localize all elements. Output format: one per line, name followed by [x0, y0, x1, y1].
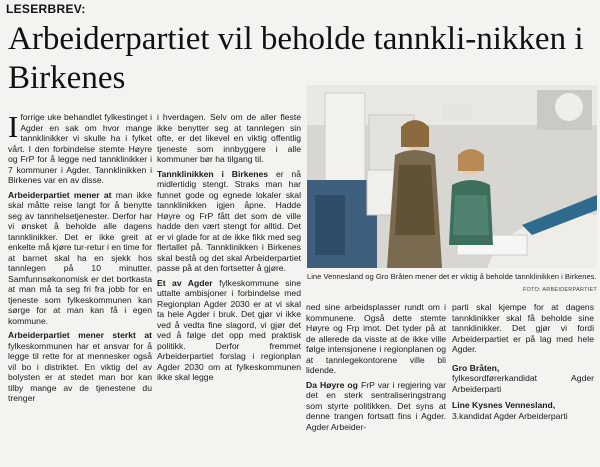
paragraph: i hverdagen. Selv om de aller fleste ikke benytter seg at tannlegen sin ofte, er det likevel en viktig offentlig tjeneste som innbyggere i alle kommuner bør ha tilgang til.	[157, 112, 301, 164]
paragraph: ned sine arbeidsplasser rundt om i kommunene. Også dette stemte Høyre og Frp imot. Det tyder på at de allerede da visste at de ikke ville følge intensjonene i regionplanen og at tannlegekontorene ville bli lidende.	[306, 302, 446, 375]
article-photo	[307, 85, 597, 268]
kicker-label: LESERBREV:	[6, 2, 86, 16]
drop-cap: I	[8, 109, 19, 144]
paragraph-lead: Arbeiderpartiet mener sterkt at	[8, 330, 152, 340]
paragraph: Arbeiderpartiet mener sterkt at fylkeskommunen har et ansvar for å legge til rette for at mennesker også vil bo i distriktet. En viktig del av bolysten er at stedet man bor kan tilby mange av de tjenestene du trenger	[8, 330, 152, 403]
photo-credit: FOTO: ARBEIDERPARTIET	[522, 287, 597, 293]
article-headline: Arbeiderpartiet vil beholde tannkli-nikken i Birkenes	[8, 21, 584, 96]
paragraph-lead: Tannklinikken i Birkenes	[157, 168, 269, 179]
paragraph: Arbeiderpartiet mener at man ikke skal måtte reise langt for å benytte seg av tannhelsetjenester. Derfor har vi ønsket å beholde alle dagens tannklinikker. Det er ikke greit at enkelte må kjøre tur-retur i en time for at barnet skal ha en sjekk hos tannlegen på 10 minutter. Samfunnsøkonomisk er det bortkasta at man må ta seg fri fra jobb for en tjeneste som fylkeskommunen kan sørge for at man kan få i egen kommune.	[8, 189, 153, 326]
photo-caption: Line Vennesland og Gro Bråten mener det er viktig å beholde tannklinikken i Birkenes.	[307, 272, 597, 281]
article-column-2	[157, 112, 301, 387]
paragraph-lead: Et av Agder	[157, 277, 213, 288]
signature-name: Gro Bråten,	[452, 362, 500, 373]
paragraph: Et av Agder fylkeskommune sine uttalte ambisjoner i forbindelse med Regionplan Agder 2030 er at vi skal ta hele Agder i bruk. Det gjør vi ikke ved å vedta fine slagord, vi gjør det ved å følge det opp med praktisk politikk. Derfor fremmet Arbeiderpartiet forslag i regionplan Agder 2030 om at fylkeskommunen ikke skal legge	[157, 277, 301, 382]
paragraph-lead: Arbeiderpartiet mener at	[8, 189, 112, 200]
paragraph-lead: Da Høyre og	[306, 379, 358, 390]
paragraph: Iforrige uke behandlet fylkestinget i Agder en sak om hvor mange tannklinikker vi skulle ha i fylket vårt. I den forbindelse stemte Høyre og FrP for å legge ned tannklinikker i 7 kommuner i Agder. Tannklinikken i Birkenes var en av disse.	[8, 109, 152, 185]
paragraph: Tannklinikken i Birkenes er nå midlertidig stengt. Straks man har funnet gode og egnede lokaler skal tannklinikken igjen åpne. Hadde Høyre og FrP fått det som de ville hadde den vært stengt for alltid. Det er vi glade for at de ikke fikk med seg flertallet på. Tannklinikken i Birkenes skal bestå og det skal Arbeiderpartiet passe på at den fortsetter å gjøre.	[157, 168, 301, 273]
signature-title: 3.kandidat Agder Arbeiderparti	[452, 410, 568, 421]
dental-clinic-photo	[307, 85, 597, 268]
signature-1	[452, 363, 594, 395]
signature-title: fylkesordførerkandidat Agder Arbeiderparti	[452, 373, 594, 394]
signature-name: Line Kysnes Vennesland,	[452, 400, 556, 410]
article-column-1	[8, 109, 153, 408]
article-column-3	[306, 302, 446, 436]
signature-2	[452, 400, 594, 421]
paragraph: parti skal kjempe for at dagens tannklinikker skal få beholde sine tannklinikker. Det gjør vi fordi Arbeiderpartiet er på lag med hele Agder.	[452, 302, 594, 354]
article-column-4	[452, 302, 594, 425]
paragraph: Da Høyre og FrP var i regjering var det en sterk sentraliseringstrang som styrte politikken. Det syns at denne trangen fortsatt fins i Agder. Agder Arbeider-	[306, 379, 447, 432]
